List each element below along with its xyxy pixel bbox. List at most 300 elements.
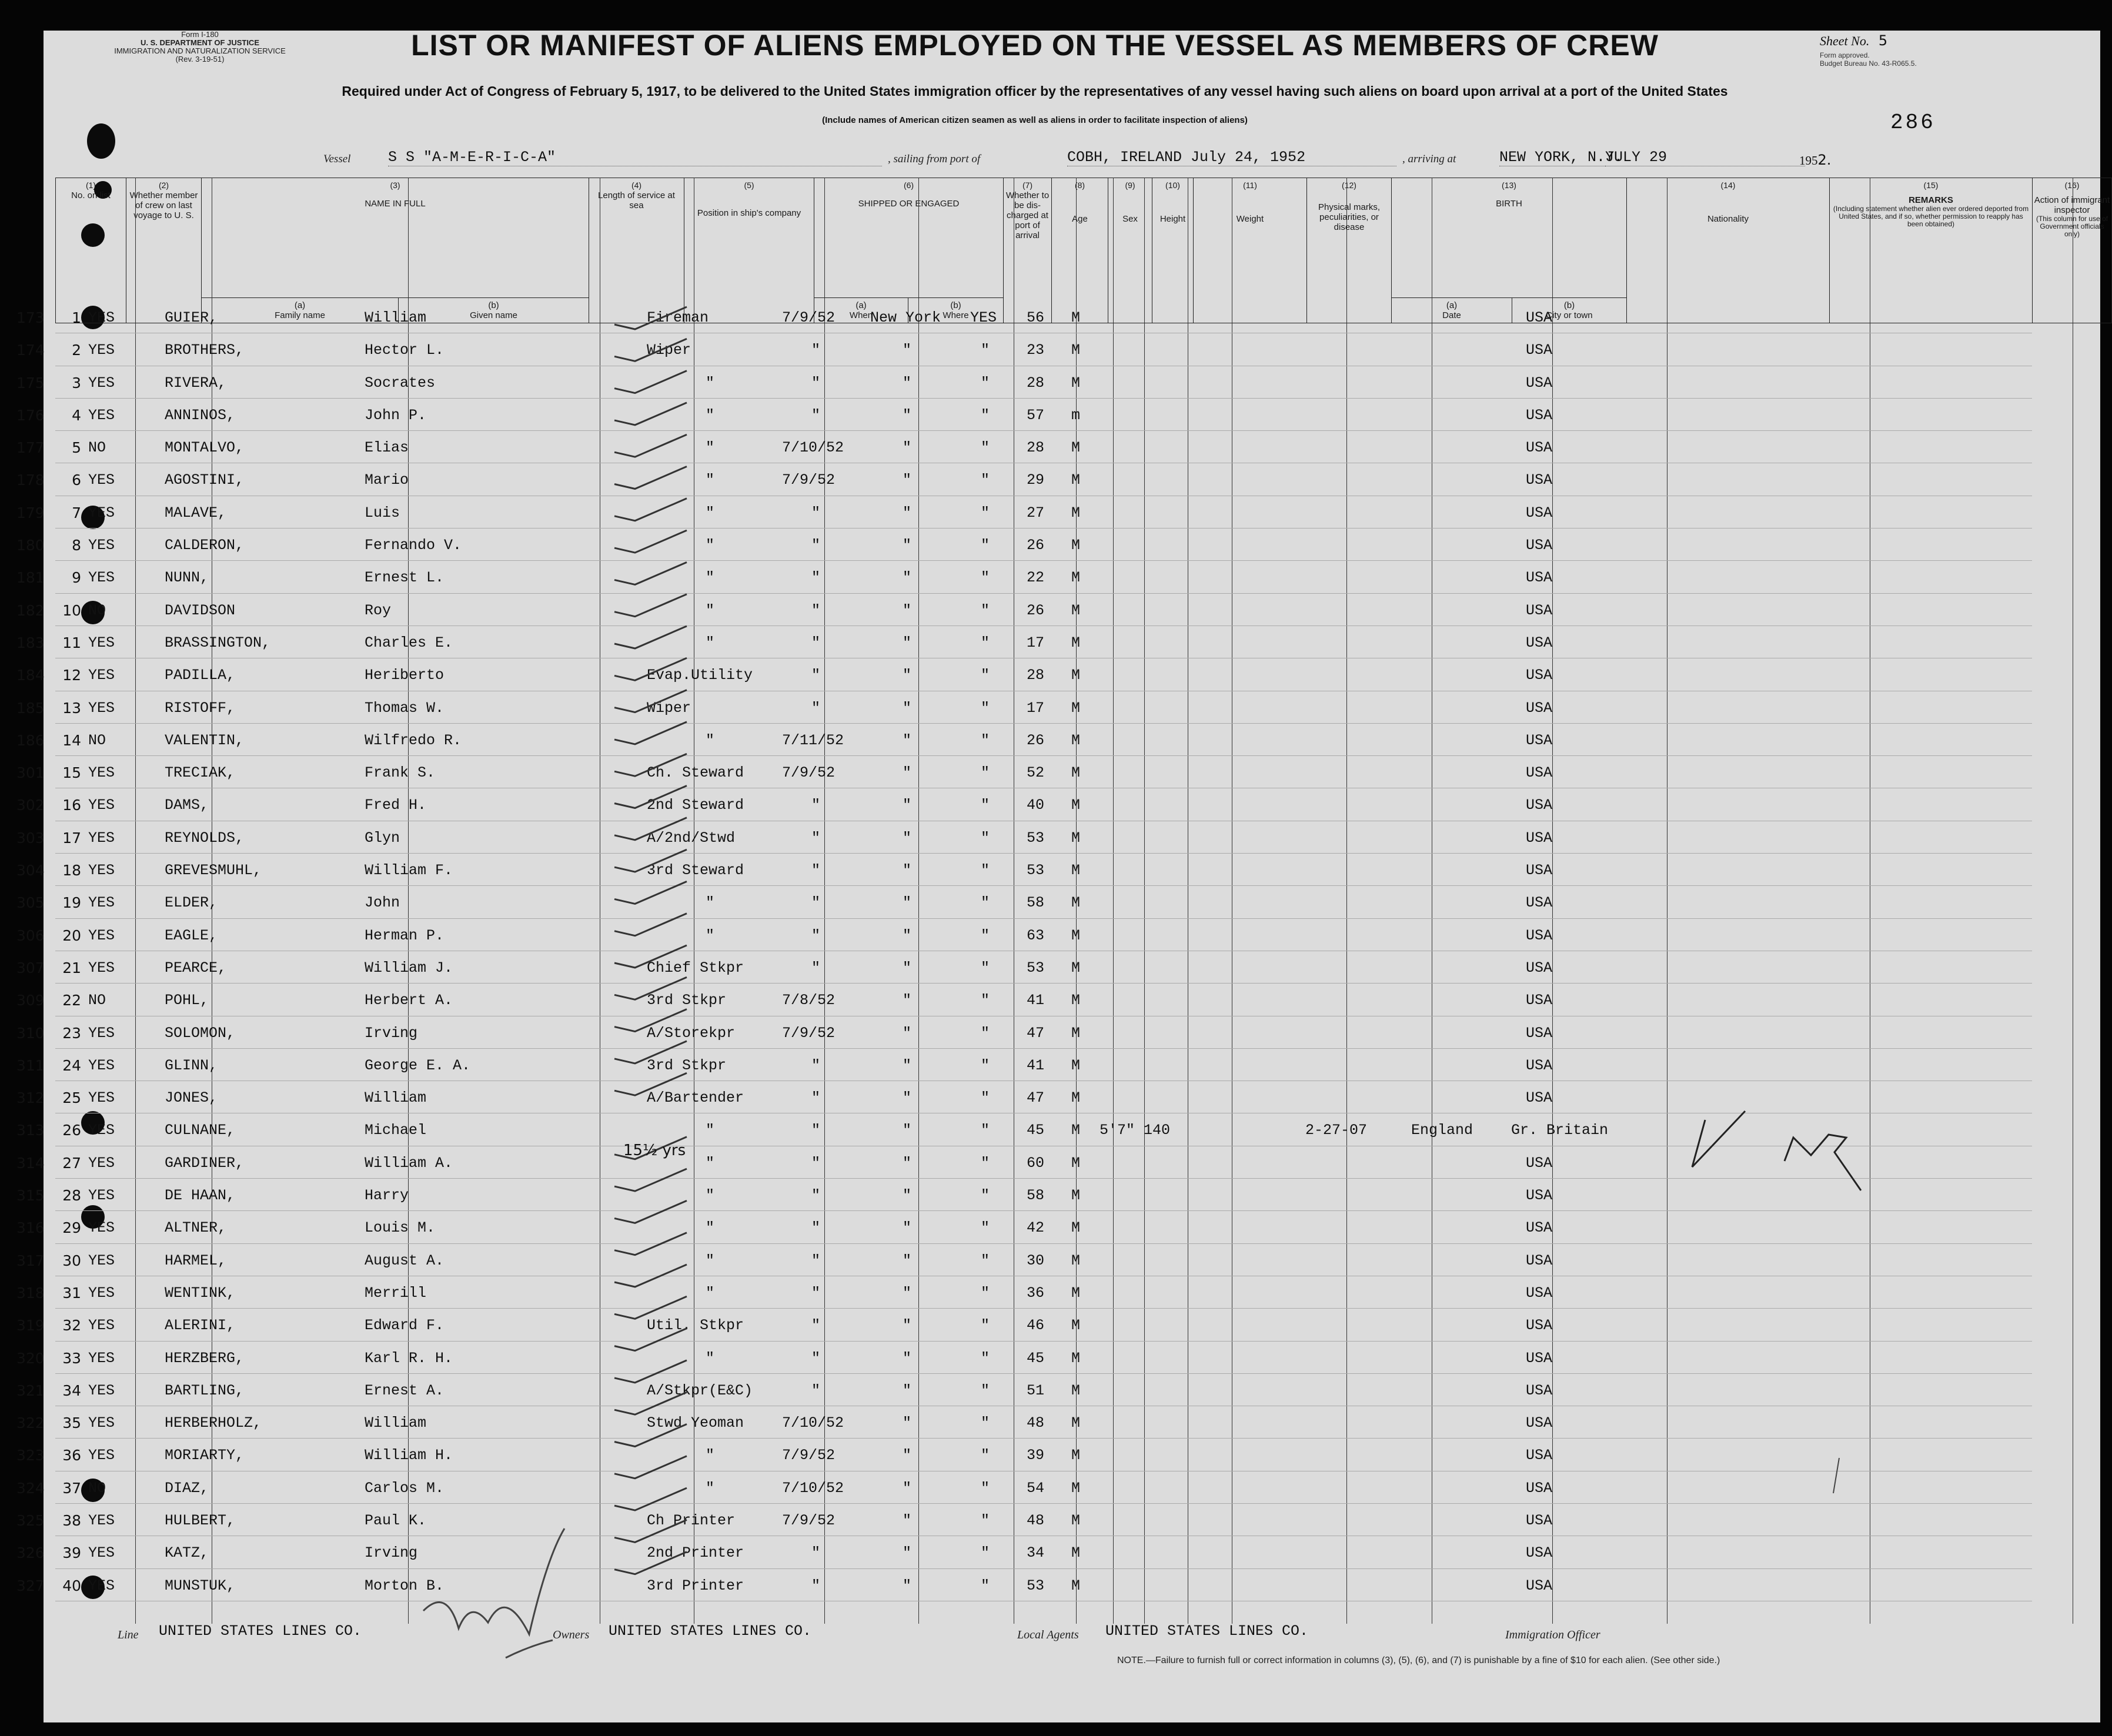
- row-ref-number: 318: [16, 1284, 45, 1302]
- shipped-where: ": [903, 504, 912, 521]
- prior-voyage: YES: [88, 959, 115, 976]
- sheet-number-label: Sheet No.: [1820, 34, 1870, 48]
- row-ref-number: 306: [16, 926, 45, 944]
- nationality: USA: [1526, 1024, 1553, 1042]
- given-name: Fernando V.: [365, 537, 462, 554]
- family-name: CALDERON,: [165, 537, 245, 554]
- form-approval: [1820, 51, 2014, 68]
- shipped-where: ": [903, 569, 912, 587]
- shipped-where: ": [903, 1219, 912, 1237]
- discharge: ": [981, 1154, 990, 1172]
- col-11-header: (11) Weight: [1194, 178, 1307, 323]
- shipped-when: ": [811, 1219, 821, 1237]
- owners-label: Owners: [553, 1628, 590, 1641]
- table-row: [16, 1374, 2032, 1406]
- vessel-line: [276, 146, 1805, 169]
- family-name: DAMS,: [165, 797, 209, 814]
- age: 60: [1027, 1154, 1045, 1172]
- age: 28: [1027, 667, 1045, 684]
- col-1-header: (1) No. on list: [56, 178, 126, 323]
- sex: M: [1071, 862, 1081, 879]
- nationality: USA: [1526, 537, 1553, 554]
- arrival-date: JULY 29: [1605, 149, 1793, 166]
- nationality: USA: [1526, 959, 1553, 976]
- given-name: William A.: [365, 1154, 453, 1172]
- shipped-where: ": [903, 471, 912, 489]
- form-department: U. S. DEPARTMENT OF JUSTICE: [141, 38, 259, 47]
- weight: 140: [1144, 1122, 1171, 1139]
- discharge: ": [981, 634, 990, 651]
- given-name: Karl R. H.: [365, 1349, 453, 1367]
- prior-voyage: YES: [88, 1284, 115, 1302]
- discharge: ": [981, 894, 990, 912]
- col-12-header: (12) Physical marks, peculiarities, or disease: [1307, 178, 1392, 323]
- row-ref-number: 321: [16, 1382, 45, 1399]
- arriving-port: NEW YORK, N.Y.: [1499, 149, 1805, 166]
- arrival-year-prefix: 195: [1799, 153, 1818, 168]
- shipped-when: ": [811, 1154, 821, 1172]
- shipped-when: ": [811, 1089, 821, 1107]
- prior-voyage: YES: [88, 797, 115, 814]
- sex: M: [1071, 1382, 1081, 1399]
- family-name: EAGLE,: [165, 926, 218, 944]
- given-name: William: [365, 1414, 427, 1432]
- table-row: [16, 399, 2032, 431]
- family-name: PEARCE,: [165, 959, 227, 976]
- shipped-where: ": [903, 439, 912, 457]
- nationality: USA: [1526, 309, 1553, 326]
- table-row: [16, 594, 2032, 626]
- shipped-when: ": [811, 342, 821, 359]
- nationality: USA: [1526, 862, 1553, 879]
- shipped-when: 7/11/52: [782, 731, 844, 749]
- age: 48: [1027, 1414, 1045, 1432]
- position: 3rd Stkpr: [647, 992, 727, 1009]
- sex: M: [1071, 439, 1081, 457]
- given-name: John P.: [365, 406, 427, 424]
- arrival-year: [1799, 152, 1831, 168]
- shipped-when: ": [811, 959, 821, 976]
- age: 41: [1027, 1056, 1045, 1074]
- row-number: 35: [62, 1414, 81, 1432]
- table-row: [16, 951, 2032, 984]
- row-number: 14: [62, 731, 81, 749]
- prior-voyage: YES: [88, 1317, 115, 1334]
- row-number: 39: [62, 1544, 81, 1562]
- table-row: [16, 1244, 2032, 1276]
- position: ": [706, 1252, 715, 1269]
- shipped-where: ": [903, 1544, 912, 1562]
- nationality: USA: [1526, 439, 1553, 457]
- shipped-when: 7/10/52: [782, 439, 844, 457]
- table-row: [16, 854, 2032, 886]
- given-name: Irving: [365, 1024, 418, 1042]
- shipped-where: ": [903, 1349, 912, 1367]
- prior-voyage: YES: [88, 862, 115, 879]
- age: 30: [1027, 1252, 1045, 1269]
- given-name: Carlos M.: [365, 1479, 445, 1497]
- shipped-where: ": [903, 1122, 912, 1139]
- prior-voyage: YES: [88, 569, 115, 587]
- table-row: [16, 301, 2032, 333]
- row-ref-number: 173: [16, 309, 45, 326]
- discharge: ": [981, 1382, 990, 1399]
- family-name: HULBERT,: [165, 1511, 236, 1529]
- sex: M: [1071, 569, 1081, 587]
- discharge: ": [981, 471, 990, 489]
- age: 57: [1027, 406, 1045, 424]
- given-name: Roy: [365, 601, 392, 619]
- table-row: [16, 984, 2032, 1016]
- prior-voyage: YES: [88, 1056, 115, 1074]
- prior-voyage: YES: [88, 764, 115, 782]
- nationality: USA: [1526, 471, 1553, 489]
- row-number: 7: [72, 504, 81, 521]
- given-name: Socrates: [365, 374, 436, 392]
- row-number: 17: [62, 829, 81, 847]
- sex: M: [1071, 601, 1081, 619]
- age: 23: [1027, 342, 1045, 359]
- nationality: USA: [1526, 731, 1553, 749]
- nationality: USA: [1526, 601, 1553, 619]
- given-name: Ernest L.: [365, 569, 445, 587]
- given-name: Merrill: [365, 1284, 427, 1302]
- col-13a-header: (a) Date: [1392, 298, 1512, 323]
- sex: M: [1071, 699, 1081, 717]
- shipped-where: ": [903, 731, 912, 749]
- sex: M: [1071, 667, 1081, 684]
- family-name: ELDER,: [165, 894, 218, 912]
- shipped-when: 7/9/52: [782, 1024, 836, 1042]
- nationality: USA: [1526, 1187, 1553, 1205]
- prior-voyage: YES: [88, 634, 115, 651]
- given-name: Louis M.: [365, 1219, 436, 1237]
- row-number: 10: [62, 601, 81, 619]
- shipped-when: ": [811, 1056, 821, 1074]
- sex: M: [1071, 797, 1081, 814]
- position: Util. Stkpr: [647, 1317, 744, 1334]
- family-name: AGOSTINI,: [165, 471, 245, 489]
- family-name: DIAZ,: [165, 1479, 209, 1497]
- discharge: ": [981, 764, 990, 782]
- age: 54: [1027, 1479, 1045, 1497]
- discharge: ": [981, 1252, 990, 1269]
- position: Wiper: [647, 342, 691, 359]
- given-name: Hector L.: [365, 342, 445, 359]
- row-number: 1: [72, 309, 81, 326]
- shipped-where: ": [903, 601, 912, 619]
- shipped-where: ": [903, 699, 912, 717]
- given-name: Wilfredo R.: [365, 731, 462, 749]
- position: ": [706, 1122, 715, 1139]
- age: 46: [1027, 1317, 1045, 1334]
- given-name: Heriberto: [365, 667, 445, 684]
- budget-bureau-number: Budget Bureau No. 43-R065.5.: [1820, 59, 1917, 68]
- prior-voyage: NO: [88, 1479, 106, 1497]
- position: Ch. Steward: [647, 764, 744, 782]
- table-row: [16, 1276, 2032, 1309]
- shipped-when: 7/10/52: [782, 1479, 844, 1497]
- row-ref-number: 178: [16, 471, 45, 489]
- row-ref-number: 323: [16, 1447, 45, 1464]
- prior-voyage: NO: [88, 731, 106, 749]
- family-name: GREVESMUHL,: [165, 862, 262, 879]
- position: Evap.Utility: [647, 667, 753, 684]
- subtitle: Required under Act of Congress of February 5, 1917, to be delivered to the United States immigration officer by the representatives of any vessel having such aliens on board upon arrival at a port of the United States: [342, 83, 1728, 99]
- sex: M: [1071, 1577, 1081, 1594]
- given-name: William H.: [365, 1447, 453, 1464]
- given-name: Herbert A.: [365, 992, 453, 1009]
- age: 22: [1027, 569, 1045, 587]
- row-ref-number: 313: [16, 1122, 45, 1139]
- table-row: [16, 1211, 2032, 1243]
- table-row: [16, 919, 2032, 951]
- nationality: USA: [1526, 406, 1553, 424]
- owners-value: UNITED STATES LINES CO.: [609, 1623, 812, 1640]
- row-number: 30: [62, 1252, 81, 1269]
- age: 17: [1027, 699, 1045, 717]
- prior-voyage: YES: [88, 926, 115, 944]
- age: 48: [1027, 1511, 1045, 1529]
- nationality: USA: [1526, 374, 1553, 392]
- discharge: ": [981, 601, 990, 619]
- shipped-when: ": [811, 601, 821, 619]
- family-name: NUNN,: [165, 569, 209, 587]
- col-3b-header: (b) Given name: [399, 298, 589, 323]
- table-row: [16, 463, 2032, 496]
- prior-voyage: YES: [88, 1154, 115, 1172]
- col-6b-header: (b) Where: [908, 298, 1004, 323]
- discharge: ": [981, 1479, 990, 1497]
- row-ref-number: 312: [16, 1089, 45, 1107]
- prior-voyage: YES: [88, 667, 115, 684]
- nationality: USA: [1526, 1577, 1553, 1594]
- prior-voyage: YES: [88, 504, 115, 521]
- row-number: 16: [62, 797, 81, 814]
- shipped-where: ": [903, 667, 912, 684]
- shipped-where: ": [903, 1187, 912, 1205]
- row-ref-number: 311: [16, 1056, 45, 1074]
- form-service: IMMIGRATION AND NATURALIZATION SERVICE: [114, 46, 286, 55]
- age: 28: [1027, 374, 1045, 392]
- age: 26: [1027, 731, 1045, 749]
- position: ": [706, 926, 715, 944]
- sex: M: [1071, 1414, 1081, 1432]
- row-ref-number: 317: [16, 1252, 45, 1269]
- position: A/2nd/Stwd: [647, 829, 736, 847]
- sex: M: [1071, 634, 1081, 651]
- table-row: [16, 1406, 2032, 1439]
- given-name: Frank S.: [365, 764, 436, 782]
- col-3-header: (3) NAME IN FULL: [202, 178, 589, 298]
- shipped-when: ": [811, 926, 821, 944]
- shipped-when: ": [811, 1577, 821, 1594]
- col-7-header: (7) Whether to be dis-charged at port of arrival: [1004, 178, 1052, 323]
- nationality: USA: [1526, 764, 1553, 782]
- include-note: (Include names of American citizen seamen as well as aliens in order to facilitate inspection of aliens): [822, 115, 1248, 125]
- discharge: ": [981, 1089, 990, 1107]
- row-ref-number: 322: [16, 1414, 45, 1432]
- row-ref-number: 176: [16, 406, 45, 424]
- nationality: USA: [1526, 1479, 1553, 1497]
- given-name: Irving: [365, 1544, 418, 1562]
- sex: M: [1071, 1089, 1081, 1107]
- position: ": [706, 731, 715, 749]
- col-10-header: (10) Height: [1152, 178, 1194, 323]
- shipped-when: ": [811, 797, 821, 814]
- sex: M: [1071, 537, 1081, 554]
- table-row: [16, 366, 2032, 399]
- sex: M: [1071, 764, 1081, 782]
- family-name: ALTNER,: [165, 1219, 227, 1237]
- given-name: Fred H.: [365, 797, 427, 814]
- discharge: ": [981, 829, 990, 847]
- given-name: Edward F.: [365, 1317, 445, 1334]
- given-name: Herman P.: [365, 926, 445, 944]
- family-name: GARDINER,: [165, 1154, 245, 1172]
- shipped-when: ": [811, 1317, 821, 1334]
- shipped-where: ": [903, 894, 912, 912]
- family-name: MALAVE,: [165, 504, 227, 521]
- age: 58: [1027, 1187, 1045, 1205]
- shipped-where: ": [903, 1511, 912, 1529]
- shipped-when: ": [811, 862, 821, 879]
- prior-voyage: NO: [88, 992, 106, 1009]
- row-ref-number: 179: [16, 504, 45, 521]
- shipped-where: ": [903, 634, 912, 651]
- shipped-when: ": [811, 1349, 821, 1367]
- given-name: August A.: [365, 1252, 445, 1269]
- nationality: Gr. Britain: [1511, 1122, 1609, 1139]
- shipped-where: ": [903, 959, 912, 976]
- family-name: BARTLING,: [165, 1382, 245, 1399]
- nationality: USA: [1526, 992, 1553, 1009]
- table-row: [16, 1179, 2032, 1211]
- age: 53: [1027, 862, 1045, 879]
- discharge: ": [981, 1187, 990, 1205]
- table-row: [16, 529, 2032, 561]
- shipped-where: ": [903, 764, 912, 782]
- discharge: ": [981, 1056, 990, 1074]
- discharge: ": [981, 1024, 990, 1042]
- row-number: 29: [62, 1219, 81, 1237]
- page-title: LIST OR MANIFEST OF ALIENS EMPLOYED ON THE VESSEL AS MEMBERS OF CREW: [411, 29, 1659, 62]
- row-ref-number: 325: [16, 1511, 45, 1529]
- shipped-when: 7/10/52: [782, 1414, 844, 1432]
- shipped-when: ": [811, 699, 821, 717]
- row-ref-number: 326: [16, 1544, 45, 1562]
- shipped-when: 7/9/52: [782, 1511, 836, 1529]
- punch-hole: [87, 123, 115, 159]
- given-name: Charles E.: [365, 634, 453, 651]
- col-3a-header: (a) Family name: [202, 298, 399, 323]
- position: ": [706, 471, 715, 489]
- discharge: ": [981, 1544, 990, 1562]
- row-number: 38: [62, 1511, 81, 1529]
- position: Chief Stkpr: [647, 959, 744, 976]
- discharge: ": [981, 959, 990, 976]
- prior-voyage: YES: [88, 309, 115, 326]
- family-name: HERZBERG,: [165, 1349, 245, 1367]
- row-ref-number: 301: [16, 764, 45, 782]
- row-ref-number: 319: [16, 1317, 45, 1334]
- row-number: 19: [62, 894, 81, 912]
- shipped-where: ": [903, 406, 912, 424]
- family-name: JONES,: [165, 1089, 218, 1107]
- age: 53: [1027, 829, 1045, 847]
- age: 52: [1027, 764, 1045, 782]
- col-4-header: (4) Length of service at sea: [589, 178, 684, 323]
- table-row: [16, 1342, 2032, 1374]
- arrival-year-suffix: 2.: [1817, 152, 1832, 168]
- shipped-when: 7/9/52: [782, 1447, 836, 1464]
- sailing-label: , sailing from port of: [888, 153, 981, 165]
- nationality: USA: [1526, 1414, 1553, 1432]
- shipped-where: ": [903, 1577, 912, 1594]
- age: 56: [1027, 309, 1045, 326]
- line-value: UNITED STATES LINES CO.: [159, 1623, 362, 1640]
- prior-voyage: YES: [88, 342, 115, 359]
- sex: M: [1071, 1544, 1081, 1562]
- discharge: ": [981, 1511, 990, 1529]
- family-name: HERBERHOLZ,: [165, 1414, 262, 1432]
- nationality: USA: [1526, 1511, 1553, 1529]
- nationality: USA: [1526, 699, 1553, 717]
- discharge: ": [981, 667, 990, 684]
- sex: M: [1071, 1154, 1081, 1172]
- nationality: USA: [1526, 926, 1553, 944]
- table-row: [16, 821, 2032, 854]
- age: 51: [1027, 1382, 1045, 1399]
- family-name: MONTALVO,: [165, 439, 245, 457]
- shipped-where: ": [903, 829, 912, 847]
- sex: M: [1071, 829, 1081, 847]
- discharge: ": [981, 1349, 990, 1367]
- nationality: USA: [1526, 504, 1553, 521]
- prior-voyage: YES: [88, 1414, 115, 1432]
- col-6a-header: (a) When: [814, 298, 908, 323]
- birth-date: 2-27-07: [1305, 1122, 1368, 1139]
- row-ref-number: 180: [16, 537, 45, 554]
- row-number: 4: [72, 406, 81, 424]
- sex: M: [1071, 1024, 1081, 1042]
- position: 2nd Steward: [647, 797, 744, 814]
- shipped-when: ": [811, 537, 821, 554]
- nationality: USA: [1526, 1252, 1553, 1269]
- position: A/Stkpr(E&C): [647, 1382, 753, 1399]
- shipped-where: ": [903, 1414, 912, 1432]
- family-name: DAVIDSON: [165, 601, 236, 619]
- form-revision: (Rev. 3-19-51): [175, 55, 225, 63]
- shipped-where: ": [903, 1284, 912, 1302]
- prior-voyage: YES: [88, 1382, 115, 1399]
- family-name: WENTINK,: [165, 1284, 236, 1302]
- discharge: ": [981, 731, 990, 749]
- sheet-number: [1820, 32, 1887, 49]
- family-name: REYNOLDS,: [165, 829, 245, 847]
- table-row: [16, 1016, 2032, 1049]
- prior-voyage: YES: [88, 1577, 115, 1594]
- age: 28: [1027, 439, 1045, 457]
- row-ref-number: 307: [16, 959, 45, 976]
- row-number: 22: [62, 992, 81, 1009]
- row-ref-number: 305: [16, 894, 45, 912]
- discharge: YES: [970, 309, 997, 326]
- age: 36: [1027, 1284, 1045, 1302]
- sex: M: [1071, 1479, 1081, 1497]
- nationality: USA: [1526, 1154, 1553, 1172]
- given-name: George E. A.: [365, 1056, 471, 1074]
